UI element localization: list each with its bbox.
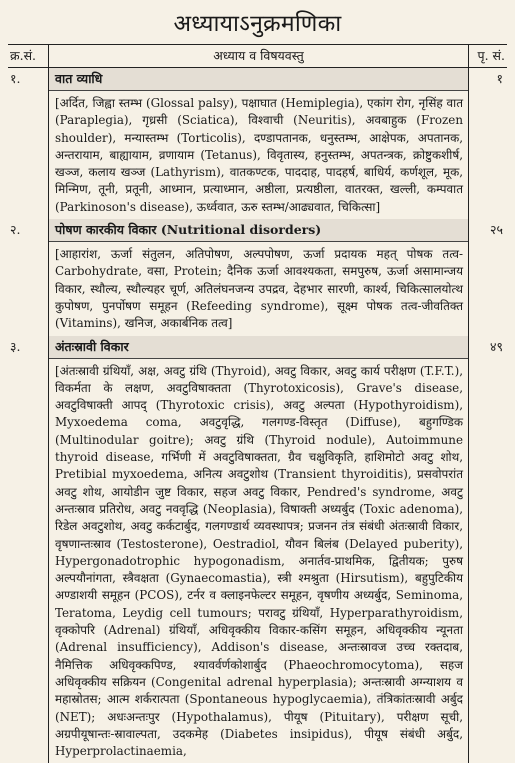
chapter-content (48, 68, 469, 219)
chapter-title: पोषण कारकीय विकार (Nutritional disorders) (49, 219, 468, 242)
chapter-page-number: ४९ (489, 338, 503, 354)
chapter-row (8, 68, 507, 219)
chapter-number: ३. (10, 338, 21, 354)
chapter-content (48, 219, 469, 335)
page-title: अध्यायाऽनुक्रमणिका (173, 11, 342, 37)
chapter-page-number: २५ (489, 222, 503, 238)
chapter-title: वात व्याधि (49, 68, 468, 91)
chapter-number: १. (10, 71, 21, 86)
chapter-topics: [अर्दित, जिह्वा स्तम्भ (Glossal palsy), पक्षाघात (Hemiplegia), एकांग रोग, नृसिंह वात (Paraplegia), गृध्रसी (Sciatica), विश्वाची (Neuritis), अवबाहुक (Frozen shoulder), मन्यास्तम्भ (Torticolis), दण्डापतानक, धनुस्तम्भ, आक्षेपक, अपतानक, अन्तरायाम, बाह्यायाम, व्रणायाम (Tetanus), विवृतास्य, हनुस्तम्भ, अपतन्त्रक, क्रोष्टुकशीर्ष, खञ्ज, कलाय खञ्ज (Lathyrism), वातकण्टक, पाददाह, पादहर्ष, बाधिर्य, कर्णशूल, मूक, मिन्मिण, तूनी, प्रतूनी, आध्मान, प्रत्याध्मान, अष्ठीला, प्रत्यष्ठीला, वातरक्त, खल्ली, कम्पवात (Parkinoson's disease), ऊर्ध्ववात, ऊरु स्तम्भ/आढ्यवात, चिकित्सा] (55, 96, 463, 214)
chapter-page-number: १ (496, 71, 503, 86)
chapter-content (48, 336, 469, 763)
chapter-topics: [आहारांश, ऊर्जा संतुलन, अतिपोषण, अल्पपोषण, ऊर्जा प्रदायक महत् पोषक तत्व- Carbohydrate, वसा, Protein; दैनिक ऊर्जा आवश्यकता, समपुरुष, ऊर्जा असामान्जय विकार, स्थौल्य, स्थौल्यहर चूर्ण, अतिलंघनजन्य उपद्रव, देहभार सारणी, कार्श्य, चिकित्सालयोत्थ कुपोषण, पुनर्पोषण समूहन (Refeeding syndrome), सूक्ष्म पोषक तत्व-जीवतिक्त (Vitamins), खनिज, अकार्बनिक तत्व] (55, 247, 463, 331)
chapter-topics: [अंतःस्रावी ग्रंथियाँ, अक्ष, अवटु ग्रंथि (Thyroid), अवटु विकार, अवटु कार्य परीक्षण (T.F.T.), विकर्मता के लक्षण, अवटुविषाक्तता (Thyrotoxicosis), Grave's disease, अवटुविषाक्ती आपद् (Thyrotoxic crisis), अवटु अल्पता (Hypothyroidism), Myxoedema coma, अवटुवृद्धि, गलगण्ड-विस्तृत (Diffuse), बहुगण्डिक (Multinodular goitre); अवटु ग्रंथि (Thyroid nodule), Autoimmune thyroid disease, गर्भिणी में अवटुविषाक्तता, ग्रैव चक्षुविकृति, हाशिमोटो अवटु शोथ, Pretibial myxoedema, अनित्य अवटुशोथ (Transient thyroiditis), प्रसवोपरांत अवटु शोथ, आयोडीन जुष्ट विकार, सहज अवटु विकार, Pendred's syndrome, अवटु अन्तःस्राव प्रतिरोध, अवटु नववृद्धि (Neoplasia), विषाक्ती अध्यर्बुद (Toxic adenoma), रिडेल अवटुशोथ, अवटु कर्कटार्बुद, गलगण्डार्थ व्यवस्थापत्र; प्रजनन तंत्र संबंधी अंतःस्रावी विकार, वृषणान्तःस्राव (Testosterone), Oestradiol, यौवन बिलंब (Delayed puberity), Hypergonadotrophic hypogonadism, अनार्तव-प्राथमिक, द्वितीयक; पुरुष अल्पयौनांगता, स्त्रैवक्षता (Gynaecomastia), स्त्री श्मश्रुता (Hirsutism), बहुपुटिकीय अण्डाशयी समूहन (PCOS), टर्नर व क्लाइनफेल्टर समूहन, वृषणीय अध्यर्बुद, Seminoma, Teratoma, Leydig cell tumours; परावटु ग्रंथियाँ, Hyperparathyroidism, वृक्कोपरि (Adrenal) ग्रंथियाँ, अधिवृक्कीय विकार-कसिंग समूहन, अधिवृक्कीय न्यूनता (Adrenal insufficiency), Addison's disease, अन्तःस्रावज उच्च रक्तदाब, नैमित्तिक अधिवृक्कपिण्ड, श्यावर्वर्णकोशार्बुद (Phaeochromocytoma), सहज अधिवृक्कीय सक्रियन (Congenital adrenal hyperplasia); अन्तःस्रावी अग्न्याशय व महास्रोतस; आत्म शर्करात्पता (Spontaneous hypoglycaemia), तंत्रिकांतःस्रावी अर्बुद (NET); अधःअन्तःपुर (Hypothalamus), पीयूष (Pituitary), परीक्षण सूची, अग्रपीयूषान्तः-स्रावाल्पता, उदकमेह (Diabetes insipidus), पीयूष संबंधी अर्बुद, Hyperprolactinaemia, (55, 363, 463, 759)
chapter-title: अंतःस्रावी विकार (49, 336, 468, 359)
chapter-number: २. (10, 222, 21, 238)
chapter-row (8, 336, 507, 763)
header-serial: क्र.सं. (10, 48, 36, 63)
table-header (8, 44, 507, 68)
chapter-row (8, 219, 507, 335)
header-content: अध्याय व विषयवस्तु (48, 45, 469, 67)
header-page: पृ. सं. (477, 48, 505, 63)
